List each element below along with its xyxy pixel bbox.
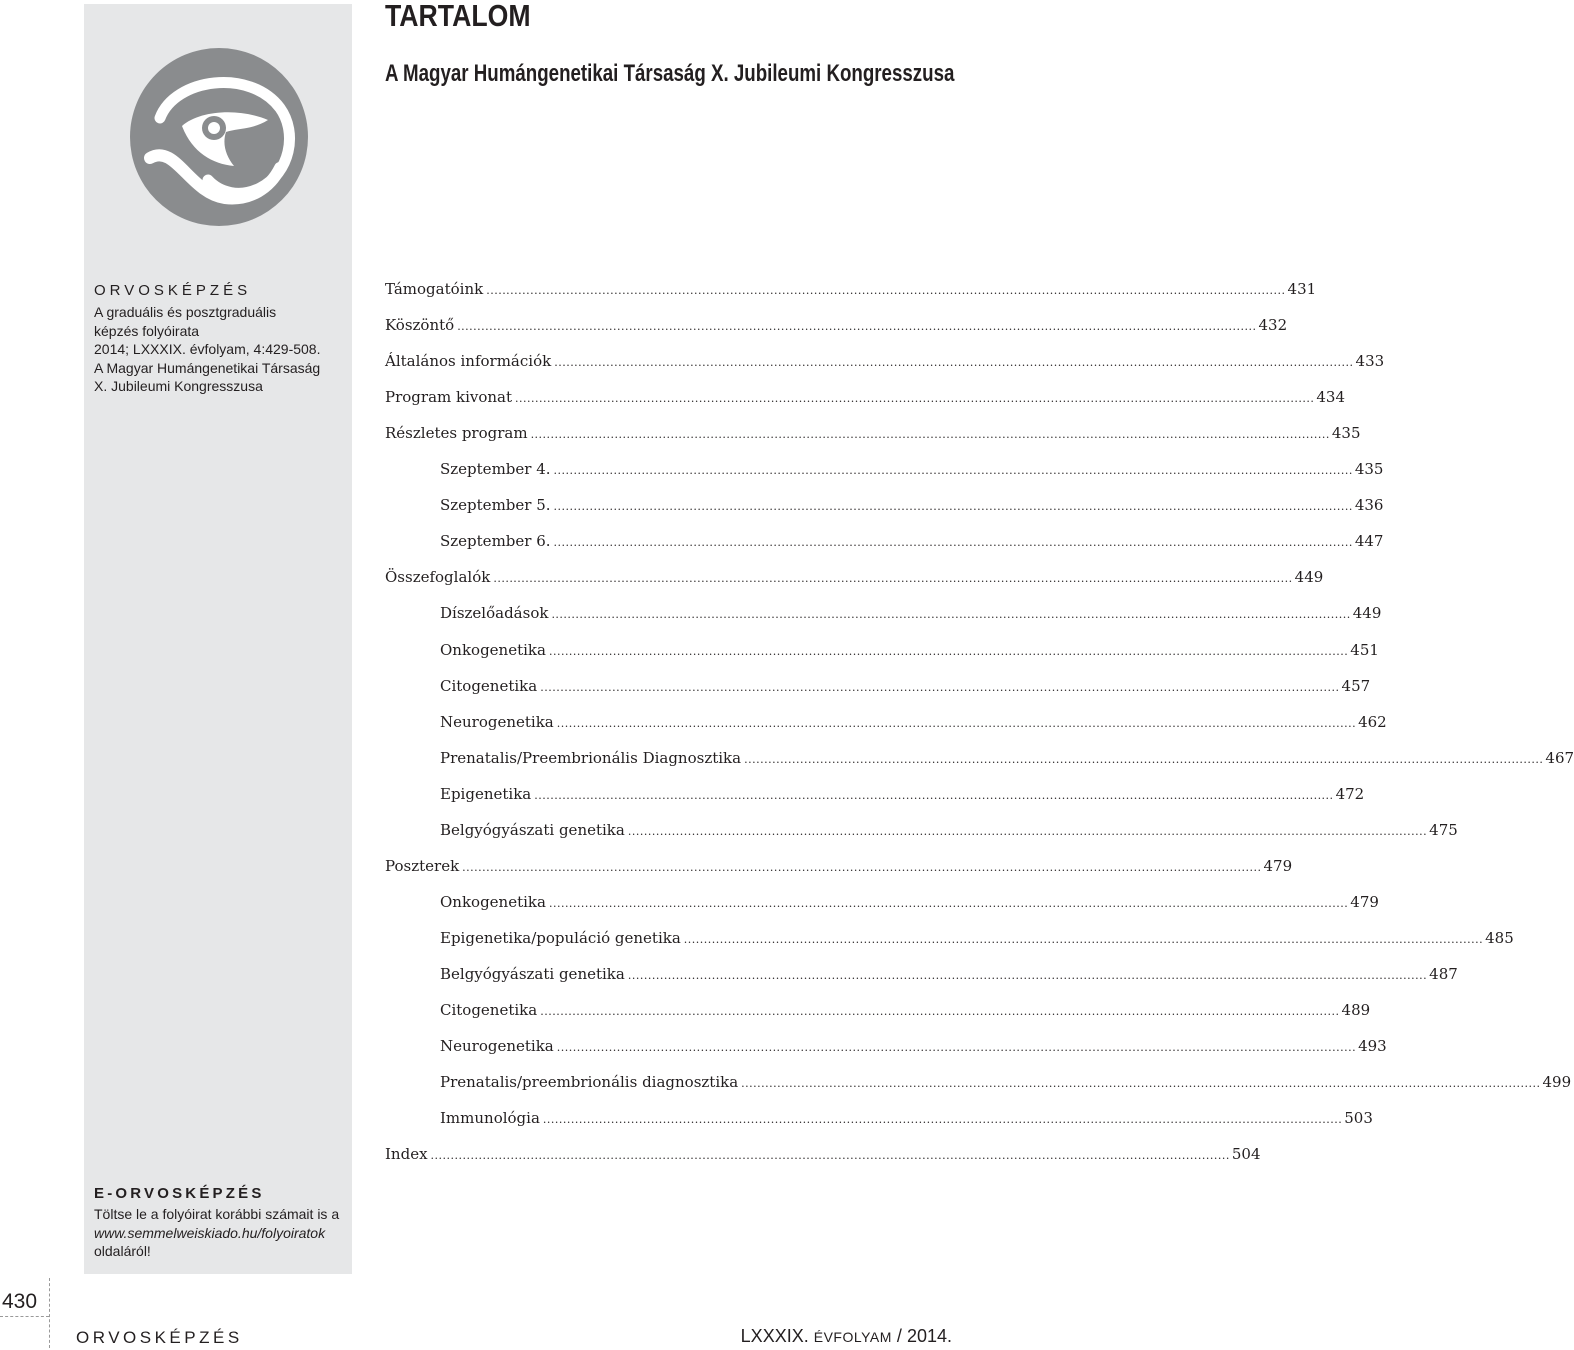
toc-entry-page: 503 bbox=[1344, 1109, 1373, 1128]
toc-dot-leader: ........................................................................................................................................................................................................ bbox=[556, 716, 1357, 730]
toc-entry[interactable] bbox=[440, 784, 1365, 809]
toc-dot-leader: ........................................................................................................................................................................................................ bbox=[430, 1149, 1230, 1163]
toc-entry-label: Onkogenetika bbox=[440, 892, 546, 911]
toc-entry-label: Citogenetika bbox=[440, 676, 538, 695]
toc-entry[interactable] bbox=[440, 748, 1574, 773]
toc-entry-label: Epigenetika/populáció genetika bbox=[440, 928, 681, 947]
toc-entry[interactable] bbox=[440, 892, 1379, 917]
toc-entry-label: Onkogenetika bbox=[440, 640, 546, 659]
toc-entry-page: 485 bbox=[1485, 928, 1514, 947]
toc-entry-page: 457 bbox=[1341, 676, 1371, 695]
toc-entry-page: 475 bbox=[1429, 820, 1458, 839]
toc-entry[interactable] bbox=[385, 424, 1361, 448]
toc-dot-leader: ........................................................................................................................................................................................................ bbox=[530, 428, 1330, 442]
toc-entry-page: 436 bbox=[1354, 496, 1384, 515]
toc-entry-label: Támogatóink bbox=[385, 280, 484, 298]
sidebar-line: X. Jubileumi Kongresszusa bbox=[94, 378, 263, 394]
toc-dot-leader: ........................................................................................................................................................................................................ bbox=[556, 1041, 1357, 1055]
toc-entry[interactable] bbox=[440, 604, 1382, 628]
toc-entry[interactable] bbox=[440, 496, 1384, 520]
toc-dot-leader: ........................................................................................................................................................................................................ bbox=[551, 608, 1351, 622]
sidebar-journal-name: ORVOSKÉPZÉS bbox=[94, 282, 252, 299]
toc-entry-label: Prenatalis/preembrionális diagnosztika bbox=[440, 1073, 739, 1092]
logo-head-dot bbox=[208, 122, 220, 134]
toc-entry[interactable] bbox=[385, 856, 1293, 881]
toc-entry-page: 433 bbox=[1355, 352, 1385, 371]
toc-entry-label: Neurogenetika bbox=[440, 1037, 554, 1056]
toc-entry-page: 435 bbox=[1331, 424, 1361, 443]
toc-entry[interactable] bbox=[385, 388, 1345, 412]
toc-entry-label: Összefoglalók bbox=[385, 568, 491, 587]
toc-dot-leader: ........................................................................................................................................................................................................ bbox=[627, 968, 1428, 982]
footer-volume bbox=[741, 1326, 952, 1347]
toc-entry[interactable] bbox=[440, 928, 1514, 953]
eorvoskepzes-line: Töltse le a folyóirat korábbi számait is a bbox=[94, 1206, 340, 1222]
toc-entry-page: 479 bbox=[1350, 892, 1379, 911]
toc-dot-leader: ........................................................................................................................................................................................................ bbox=[486, 284, 1286, 297]
toc-dot-leader: ........................................................................................................................................................................................................ bbox=[553, 500, 1353, 514]
toc-entry-label: Program kivonat bbox=[385, 388, 513, 407]
toc-entry[interactable] bbox=[440, 1109, 1373, 1133]
toc-entry-page: 462 bbox=[1358, 712, 1387, 731]
sidebar-description bbox=[94, 303, 320, 396]
eorvoskepzes-line: oldaláról! bbox=[94, 1243, 151, 1259]
toc-dot-leader: ........................................................................................................................................................................................................ bbox=[683, 932, 1484, 946]
toc-entry-page: 472 bbox=[1335, 784, 1365, 803]
toc-entry-page: 489 bbox=[1341, 1001, 1371, 1019]
toc-entry-page: 431 bbox=[1287, 280, 1317, 298]
toc-entry-page: 447 bbox=[1354, 532, 1384, 551]
page-title: TARTALOM bbox=[385, 0, 531, 33]
toc-dot-leader: ........................................................................................................................................................................................................ bbox=[515, 392, 1315, 406]
toc-entry-label: Szeptember 4. bbox=[440, 460, 551, 479]
eorvoskepzes-url-link[interactable]: www.semmelweiskiado.hu/folyoiratok bbox=[94, 1224, 326, 1241]
toc-entry-label: Neurogenetika bbox=[440, 712, 554, 731]
toc-entry-label: Általános információk bbox=[385, 352, 552, 371]
toc-dot-leader: ........................................................................................................................................................................................................ bbox=[534, 788, 1334, 802]
toc-entry-label: Epigenetika bbox=[440, 784, 532, 803]
toc-entry-label: Belgyógyászati genetika bbox=[440, 964, 625, 983]
sidebar-line: 2014; LXXXIX. évfolyam, 4:429-508. bbox=[94, 341, 321, 357]
toc-entry-page: 449 bbox=[1294, 568, 1324, 587]
toc-dot-leader: ........................................................................................................................................................................................................ bbox=[741, 1077, 1541, 1091]
toc-entry[interactable] bbox=[440, 820, 1458, 845]
toc-dot-leader: ........................................................................................................................................................................................................ bbox=[744, 752, 1544, 766]
toc-entry-page: 467 bbox=[1545, 748, 1574, 767]
toc-entry-page: 435 bbox=[1354, 460, 1384, 479]
toc-dot-leader: ........................................................................................................................................................................................................ bbox=[493, 572, 1293, 586]
toc-entry[interactable] bbox=[440, 460, 1384, 484]
footer-vertical-divider bbox=[49, 1278, 51, 1348]
toc-dot-leader: ........................................................................................................................................................................................................ bbox=[540, 680, 1340, 694]
toc-dot-leader: ........................................................................................................................................................................................................ bbox=[553, 464, 1353, 478]
toc-entry-page: 499 bbox=[1542, 1073, 1572, 1092]
eorvoskepzes-text bbox=[94, 1205, 339, 1261]
toc-entry[interactable] bbox=[385, 352, 1385, 376]
toc-entry-label: Citogenetika bbox=[440, 1001, 538, 1019]
toc-entry-label: Poszterek bbox=[385, 856, 460, 875]
toc-entry-page: 449 bbox=[1352, 604, 1382, 623]
toc-entry-page: 493 bbox=[1358, 1037, 1387, 1056]
toc-entry[interactable] bbox=[440, 1001, 1371, 1025]
toc-dot-leader: ........................................................................................................................................................................................................ bbox=[548, 896, 1349, 910]
toc-dot-leader: ........................................................................................................................................................................................................ bbox=[548, 644, 1349, 658]
footer-journal-name: ORVOSKÉPZÉS bbox=[76, 1328, 243, 1347]
sidebar-line: képzés folyóirata bbox=[94, 322, 200, 339]
volume-year: 2014. bbox=[906, 1326, 952, 1346]
eorvoskepzes-title: E-ORVOSKÉPZÉS bbox=[94, 1185, 265, 1202]
toc-entry[interactable] bbox=[385, 568, 1324, 592]
toc-entry-label: Belgyógyászati genetika bbox=[440, 820, 625, 839]
toc-entry-page: 451 bbox=[1350, 640, 1379, 659]
toc-entry[interactable] bbox=[385, 280, 1317, 304]
sidebar-line: A Magyar Humángenetikai Társaság bbox=[94, 359, 321, 376]
society-logo-icon bbox=[130, 48, 308, 226]
page-number: 430 bbox=[2, 1290, 38, 1313]
volume-word: ÉVFOLYAM bbox=[813, 1329, 892, 1345]
toc-entry[interactable] bbox=[440, 1037, 1387, 1061]
toc-entry[interactable] bbox=[440, 712, 1387, 737]
toc-entry-label: Prenatalis/Preembrionális Diagnosztika bbox=[440, 748, 742, 767]
toc-entry[interactable] bbox=[440, 1073, 1572, 1097]
toc-entry-label: Szeptember 5. bbox=[440, 496, 551, 515]
toc-entry[interactable] bbox=[385, 316, 1288, 340]
volume-separator: / bbox=[896, 1326, 902, 1346]
toc-dot-leader: ........................................................................................................................................................................................................ bbox=[542, 1113, 1343, 1127]
toc-dot-leader: ........................................................................................................................................................................................................ bbox=[540, 1005, 1340, 1018]
volume-number: LXXXIX. bbox=[740, 1326, 809, 1346]
footer-horizontal-divider bbox=[0, 1316, 49, 1317]
toc-dot-leader: ........................................................................................................................................................................................................ bbox=[457, 320, 1257, 334]
toc-entry-page: 504 bbox=[1231, 1145, 1261, 1164]
toc-entry-label: Részletes program bbox=[385, 424, 528, 443]
toc-entry-page: 487 bbox=[1429, 964, 1458, 983]
toc-entry-page: 479 bbox=[1263, 856, 1293, 875]
toc-dot-leader: ........................................................................................................................................................................................................ bbox=[627, 824, 1428, 838]
toc-entry-label: Immunológia bbox=[440, 1109, 540, 1128]
toc-entry-label: Index bbox=[385, 1145, 428, 1164]
page-subtitle: A Magyar Humángenetikai Társaság X. Jubileumi Kongresszusa bbox=[385, 60, 955, 87]
toc-dot-leader: ........................................................................................................................................................................................................ bbox=[554, 356, 1354, 370]
toc-entry[interactable] bbox=[440, 532, 1384, 556]
toc-dot-leader: ........................................................................................................................................................................................................ bbox=[553, 536, 1353, 550]
toc-entry-label: Köszöntő bbox=[385, 316, 455, 335]
sidebar-line: A graduális és posztgraduális bbox=[94, 304, 277, 320]
toc-entry-page: 434 bbox=[1316, 388, 1345, 407]
toc-entry-label: Szeptember 6. bbox=[440, 532, 551, 551]
toc-entry-label: Díszelőadások bbox=[440, 604, 549, 623]
toc-dot-leader: ........................................................................................................................................................................................................ bbox=[462, 860, 1262, 874]
toc-entry[interactable] bbox=[440, 640, 1379, 665]
toc-entry[interactable] bbox=[440, 964, 1458, 989]
toc-entry[interactable] bbox=[385, 1145, 1261, 1169]
toc-entry[interactable] bbox=[440, 676, 1371, 701]
toc-entry-page: 432 bbox=[1258, 316, 1288, 335]
